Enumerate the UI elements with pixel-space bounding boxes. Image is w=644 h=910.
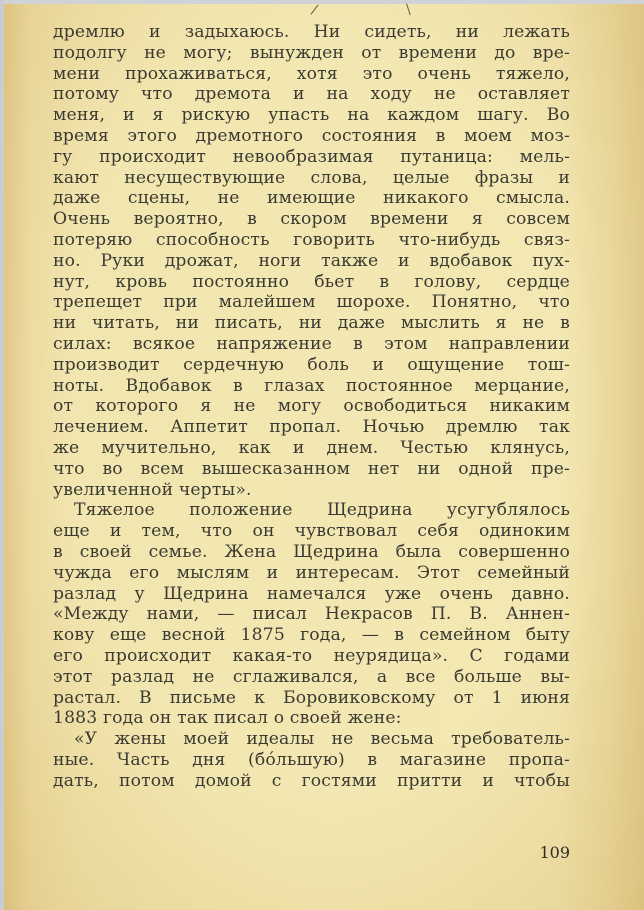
text-line: лечением. Аппетит пропал. Ночью дремлю так <box>53 417 570 438</box>
text-line: потому что дремота и на ходу не оставляет <box>53 84 570 105</box>
text-line: меня, и я рискую упасть на каждом шагу. Во <box>53 105 570 126</box>
text-line: от которого я не могу освободиться никаким <box>53 396 570 417</box>
text-line: кают несуществующие слова, целые фразы и <box>53 167 570 188</box>
text-line: силах: всякое напряжение в этом направлении <box>53 333 570 354</box>
text-line: же мучительно, как и днем. Честью клянусь, <box>53 437 570 458</box>
text-line: потеряю способность говорить что-нибудь связ- <box>53 229 570 250</box>
scan-edge-top <box>0 0 644 4</box>
text-line: 1883 года он так писал о своей жене: <box>53 708 402 729</box>
text-line: время этого дремотного состояния в моем моз- <box>53 125 570 146</box>
text-line: что во всем вышесказанном нет ни одной пре- <box>53 458 570 479</box>
text-line: мени прохаживаться, хотя это очень тяжело, <box>53 63 570 84</box>
scan-edge-left <box>0 0 4 910</box>
text-line: кову еще весной 1875 года, — в семейном быту <box>53 625 570 646</box>
text-line: этот разлад не сглаживался, а все больше вы- <box>53 666 570 687</box>
text-line: еще и тем, что он чувствовал себя одиноким <box>53 521 570 542</box>
text-line: дать, потом домой с гостями притти и чтобы <box>53 770 570 791</box>
text-line: подолгу не могу; вынужден от времени до вре- <box>53 42 570 63</box>
scan-speck-mark: \ <box>406 2 411 18</box>
text-line: трепещет при малейшем шорохе. Понятно, что <box>53 292 570 313</box>
text-line: увеличенной черты». <box>53 479 252 500</box>
text-line: даже сцены, не имеющие никакого смысла. <box>53 188 570 209</box>
text-line: нут, кровь постоянно бьет в голову, сердце <box>53 271 570 292</box>
text-line: ные. Часть дня (бóльшую) в магазине пропа- <box>53 749 570 770</box>
text-line: «У жены моей идеалы не весьма требователь- <box>74 729 570 750</box>
text-line: чужда его мыслям и интересам. Этот семейный <box>53 562 570 583</box>
page-number: 109 <box>539 843 570 862</box>
text-line: Тяжелое положение Щедрина усугублялось <box>74 500 570 521</box>
text-line: «Между нами, — писал Некрасов П. В. Аннен- <box>53 604 570 625</box>
text-line: ноты. Вдобавок в глазах постоянное мерцание, <box>53 375 570 396</box>
text-line: ни читать, ни писать, ни даже мыслить я не в <box>53 313 570 334</box>
text-line: растал. В письме к Боровиковскому от 1 июня <box>53 687 570 708</box>
text-line: разлад у Щедрина намечался уже очень давно. <box>53 583 570 604</box>
text-line: гу происходит невообразимая путаница: мель- <box>53 146 570 167</box>
text-line: но. Руки дрожат, ноги также и вдобавок пух- <box>53 250 570 271</box>
text-line: производит сердечную боль и ощущение тош- <box>53 354 570 375</box>
text-line: его происходит какая-то неурядица». С годами <box>53 645 570 666</box>
scan-speck-mark: / <box>309 1 320 19</box>
body-text <box>53 22 570 791</box>
text-line: в своей семье. Жена Щедрина была совершенно <box>53 541 570 562</box>
text-line: дремлю и задыхаюсь. Ни сидеть, ни лежать <box>53 22 570 42</box>
text-line: Очень вероятно, в скором времени я совсем <box>53 209 570 230</box>
